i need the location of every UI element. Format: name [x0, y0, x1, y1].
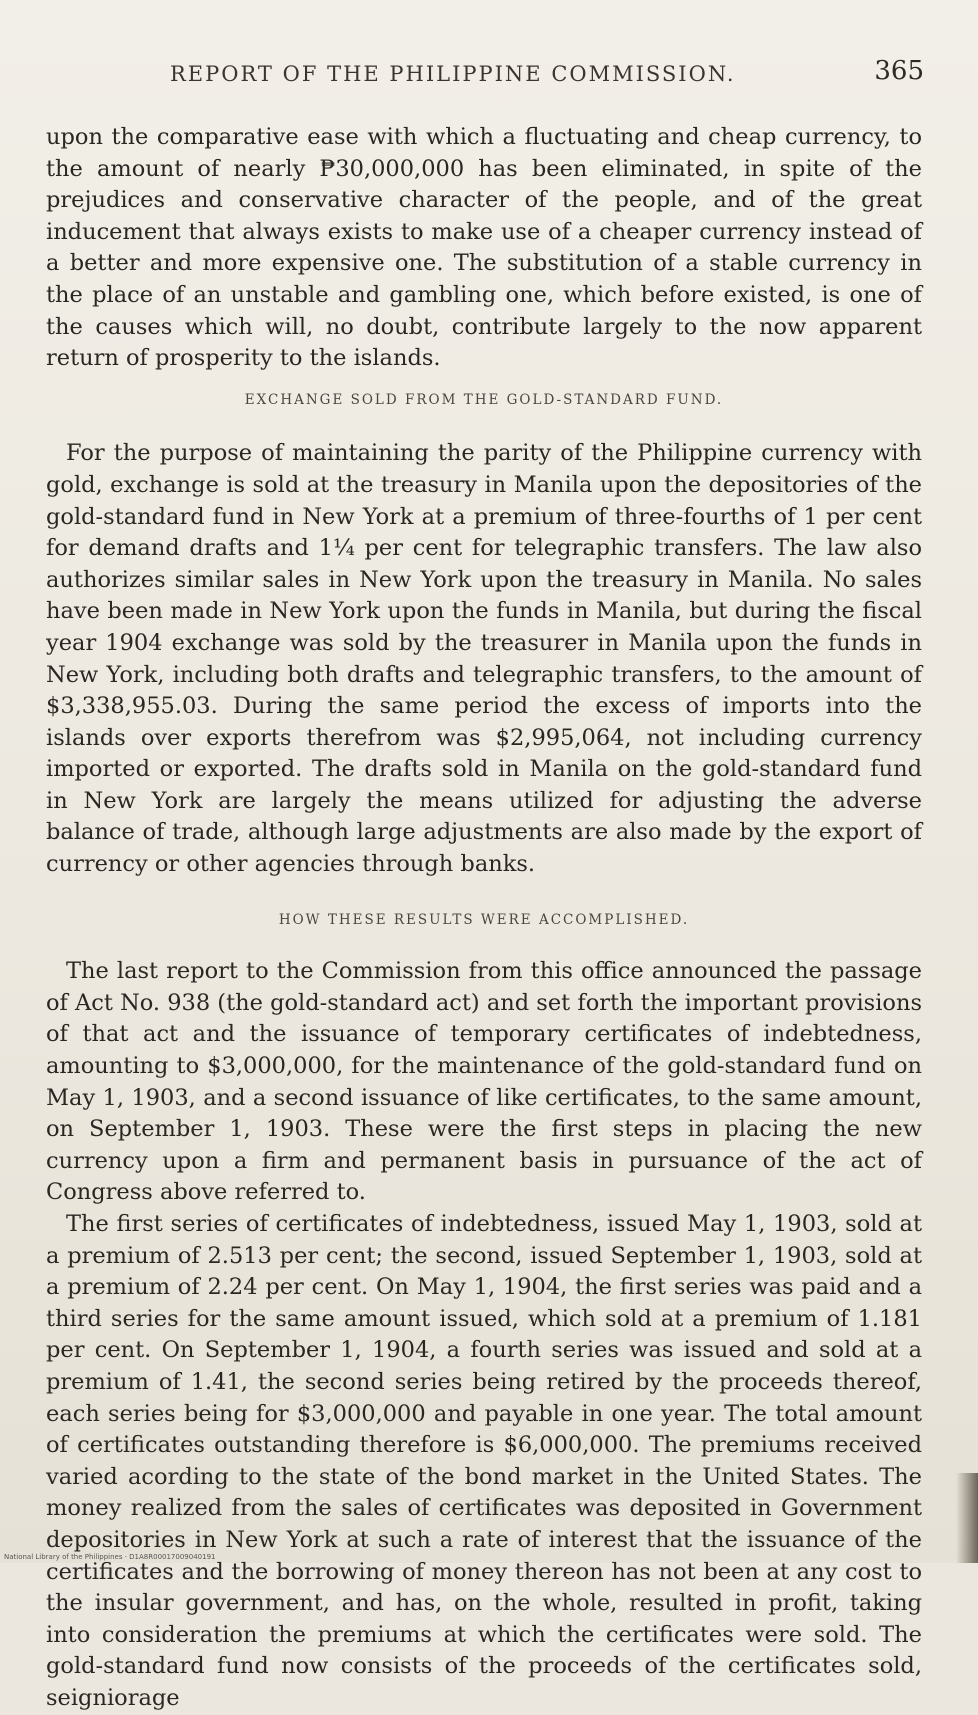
paragraph-exchange: For the purpose of maintaining the parity of the Philippine currency with gold, exchange is sold at the treasury in Manila upon the depositories of the gold-standard fund in New York at a premium of three-fourths of 1 per cent for demand drafts and 1¼ per cent for telegraphic transfers. The law also authorizes similar sales in New York upon the treasury in Manila. No sales have been made in New York upon the funds in Manila, but during the fiscal year 1904 exchange was sold by the treasurer in Manila upon the funds in New York, including both drafts and telegraphic transfers, to the amount of $3,338,955.03. During the same period the excess of imports into the islands over exports therefrom was $2,995,064, not including currency imported or exported. The drafts sold in Manila on the gold-standard fund in New York are largely the means utilized for adjusting the adverse balance of trade, although large adjustments are also made by the export of currency or other agencies through banks. [46, 440, 922, 878]
section-heading-exchange: EXCHANGE SOLD FROM THE GOLD-STANDARD FUND. [244, 391, 724, 408]
paragraph-continuation: upon the comparative ease with which a fluctuating and cheap currency, to the amount of nearly ₱30,000,000 has been eliminated, in spite of the prejudices and conservative character of the people, and of the great inducement that always exists to make use of a cheaper currency instead of a better and more expensive one. The substitution of a stable currency in the place of an unstable and gambling one, which before existed, is one of the causes which will, no doubt, contribute largely to the now apparent return of prosperity to the islands. [46, 124, 922, 372]
section-heading-results: HOW THESE RESULTS WERE ACCOMPLISHED. [278, 911, 690, 928]
page-body [46, 122, 922, 1715]
scan-imprint: National Library of the Philippines · D1A8R00017009040191 [4, 1553, 216, 1561]
paragraph-last-report: The last report to the Commission from this office announced the passage of Act No. 938 (the gold-standard act) and set forth the important provisions of that act and the issuance of temporary certificates of indebtedness, amounting to $3,000,000, for the maintenance of the gold-standard fund on May 1, 1903, and a second issuance of like certificates, to the same amount, on September 1, 1903. These were the first steps in placing the new currency upon a firm and permanent basis in pursuance of the act of Congress above referred to. [46, 958, 922, 1206]
page-number: 365 [874, 56, 924, 86]
running-head: REPORT OF THE PHILIPPINE COMMISSION. [170, 62, 736, 86]
page-edge-shadow [956, 1473, 978, 1563]
page-header [60, 56, 930, 96]
paragraph-certificates: The first series of certificates of indebtedness, issued May 1, 1903, sold at a premium of 2.513 per cent; the second, issued September 1, 1903, sold at a premium of 2.24 per cent. On May 1, 1904, the first series was paid and a third series for the same amount issued, which sold at a premium of 1.181 per cent. On September 1, 1904, a fourth series was issued and sold at a premium of 1.41, the second series being retired by the proceeds thereof, each series being for $3,000,000 and payable in one year. The total amount of certificates outstanding therefore is $6,000,000. The premiums received varied acording to the state of the bond market in the United States. The money realized from the sales of certificates was deposited in Government depositories in New York at such a rate of interest that the issuance of the certificates and the borrowing of money thereon has not been at any cost to the insular government, and has, on the whole, resulted in profit, taking into consideration the premiums at which the certificates were sold. The gold-standard fund now consists of the proceeds of the certificates sold, seigniorage [46, 1211, 922, 1711]
